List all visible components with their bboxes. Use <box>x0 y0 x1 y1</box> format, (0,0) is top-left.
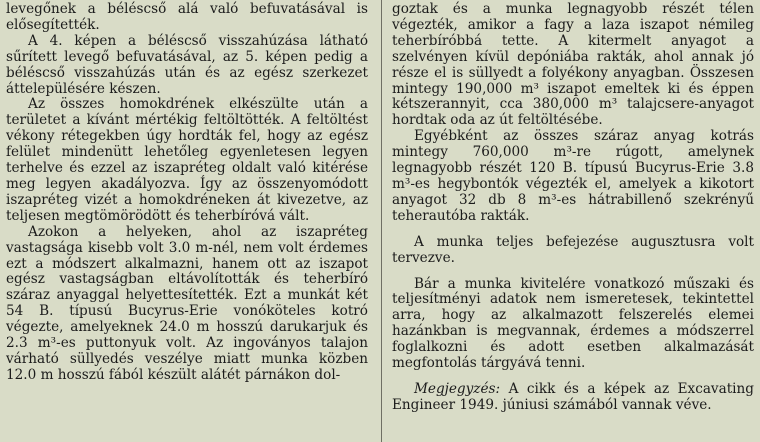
footnote-label: Megjegyzés: <box>414 380 501 397</box>
paragraph: Az összes homokdrének elkészülte után a területet a kívánt mértékig feltöltötték. A feltöltést vékony rétegekben úgy hordták fel, hogy az egész felület mindenütt lehetőleg egyenletesen legyen terhelve és ezzel az iszapréteg oldalt való kitérése meg legyen akadályozva. Így az összenyomódott iszapréteg vizét a homokdréneken át kivezetve, az teljesen megtömörödött és teherbíróvá vált. <box>6 96 368 224</box>
paragraph: goztak és a munka legnagyobb részét télen végezték, amikor a fagy a laza iszapot némileg teherbíróbbá tette. A kitermelt anyagot a szelvényen kívül depóniába rakták, ahol annak jó része el is süllyedt a folyékony anyagban. Összesen mintegy 190,000 m³ iszapot emeltek ki és éppen kétszerannyit, cca 380,000 m³ talajcsere-anyagot hordtak oda az út feltöltésébe. <box>392 1 754 129</box>
footnote <box>392 382 754 414</box>
column-divider <box>381 0 382 442</box>
right-column <box>392 2 754 414</box>
paragraph: Azokon a helyeken, ahol az iszapréteg vastagsága kisebb volt 3.0 m-nél, nem volt érdemes ezt a módszert alkalmazni, hanem ott az iszapot egész vastagságban eltávolították és teherbíró száraz anyaggal helyettesítették. Ezt a munkát két 54 B. típusú Bucyrus-Erie vonóköteles kotró végezte, amelyeknek 24.0 m hosszú darukarjuk és 2.3 m³-es puttonyuk volt. Az ingoványos talajon várható süllyedés veszélye miatt munka közben 12.0 m hosszú fából készült alátét párnákon dol- <box>6 223 368 383</box>
paragraph: Bár a munka kivitelére vonatkozó műszaki és teljesítményi adatok nem ismeretesek, tekintettel arra, hogy az alkalmazott felszerelés elemei hazánkban is megvannak, érdemes a módszerrel foglalkozni és adott esetben alkalmazását megfontolás tárgyává tenni. <box>392 275 754 372</box>
paragraph: A 4. képen a bélésсső visszahúzása látható sűrített levegő befuvatásával, az 5. képen pedig a bélésсső visszahúzás után és az egész szerkezet áttelepülésére készen. <box>6 32 368 97</box>
footnote-text: A cikk és a képek az Excavating Engineer 1949. júniusi számából vannak véve. <box>392 380 754 413</box>
paragraph: A munka teljes befejezése augusztusra volt tervezve. <box>392 233 754 266</box>
paragraph: levegőnek a bélésсső alá való befuvatásával is elősegítették. <box>6 1 368 33</box>
paragraph: Egyébként az összes száraz anyag kotrás mintegy 760,000 m³-re rúgott, amelynek legnagyobb részét 120 B. típusú Bucyrus-Erie 3.8 m³-es hegybontók végezték el, amelyek a kikotort anyagot 32 db 8 m³-es hátrabillenő szekrényű teherautóba rakták. <box>392 128 754 224</box>
left-column <box>6 2 368 384</box>
